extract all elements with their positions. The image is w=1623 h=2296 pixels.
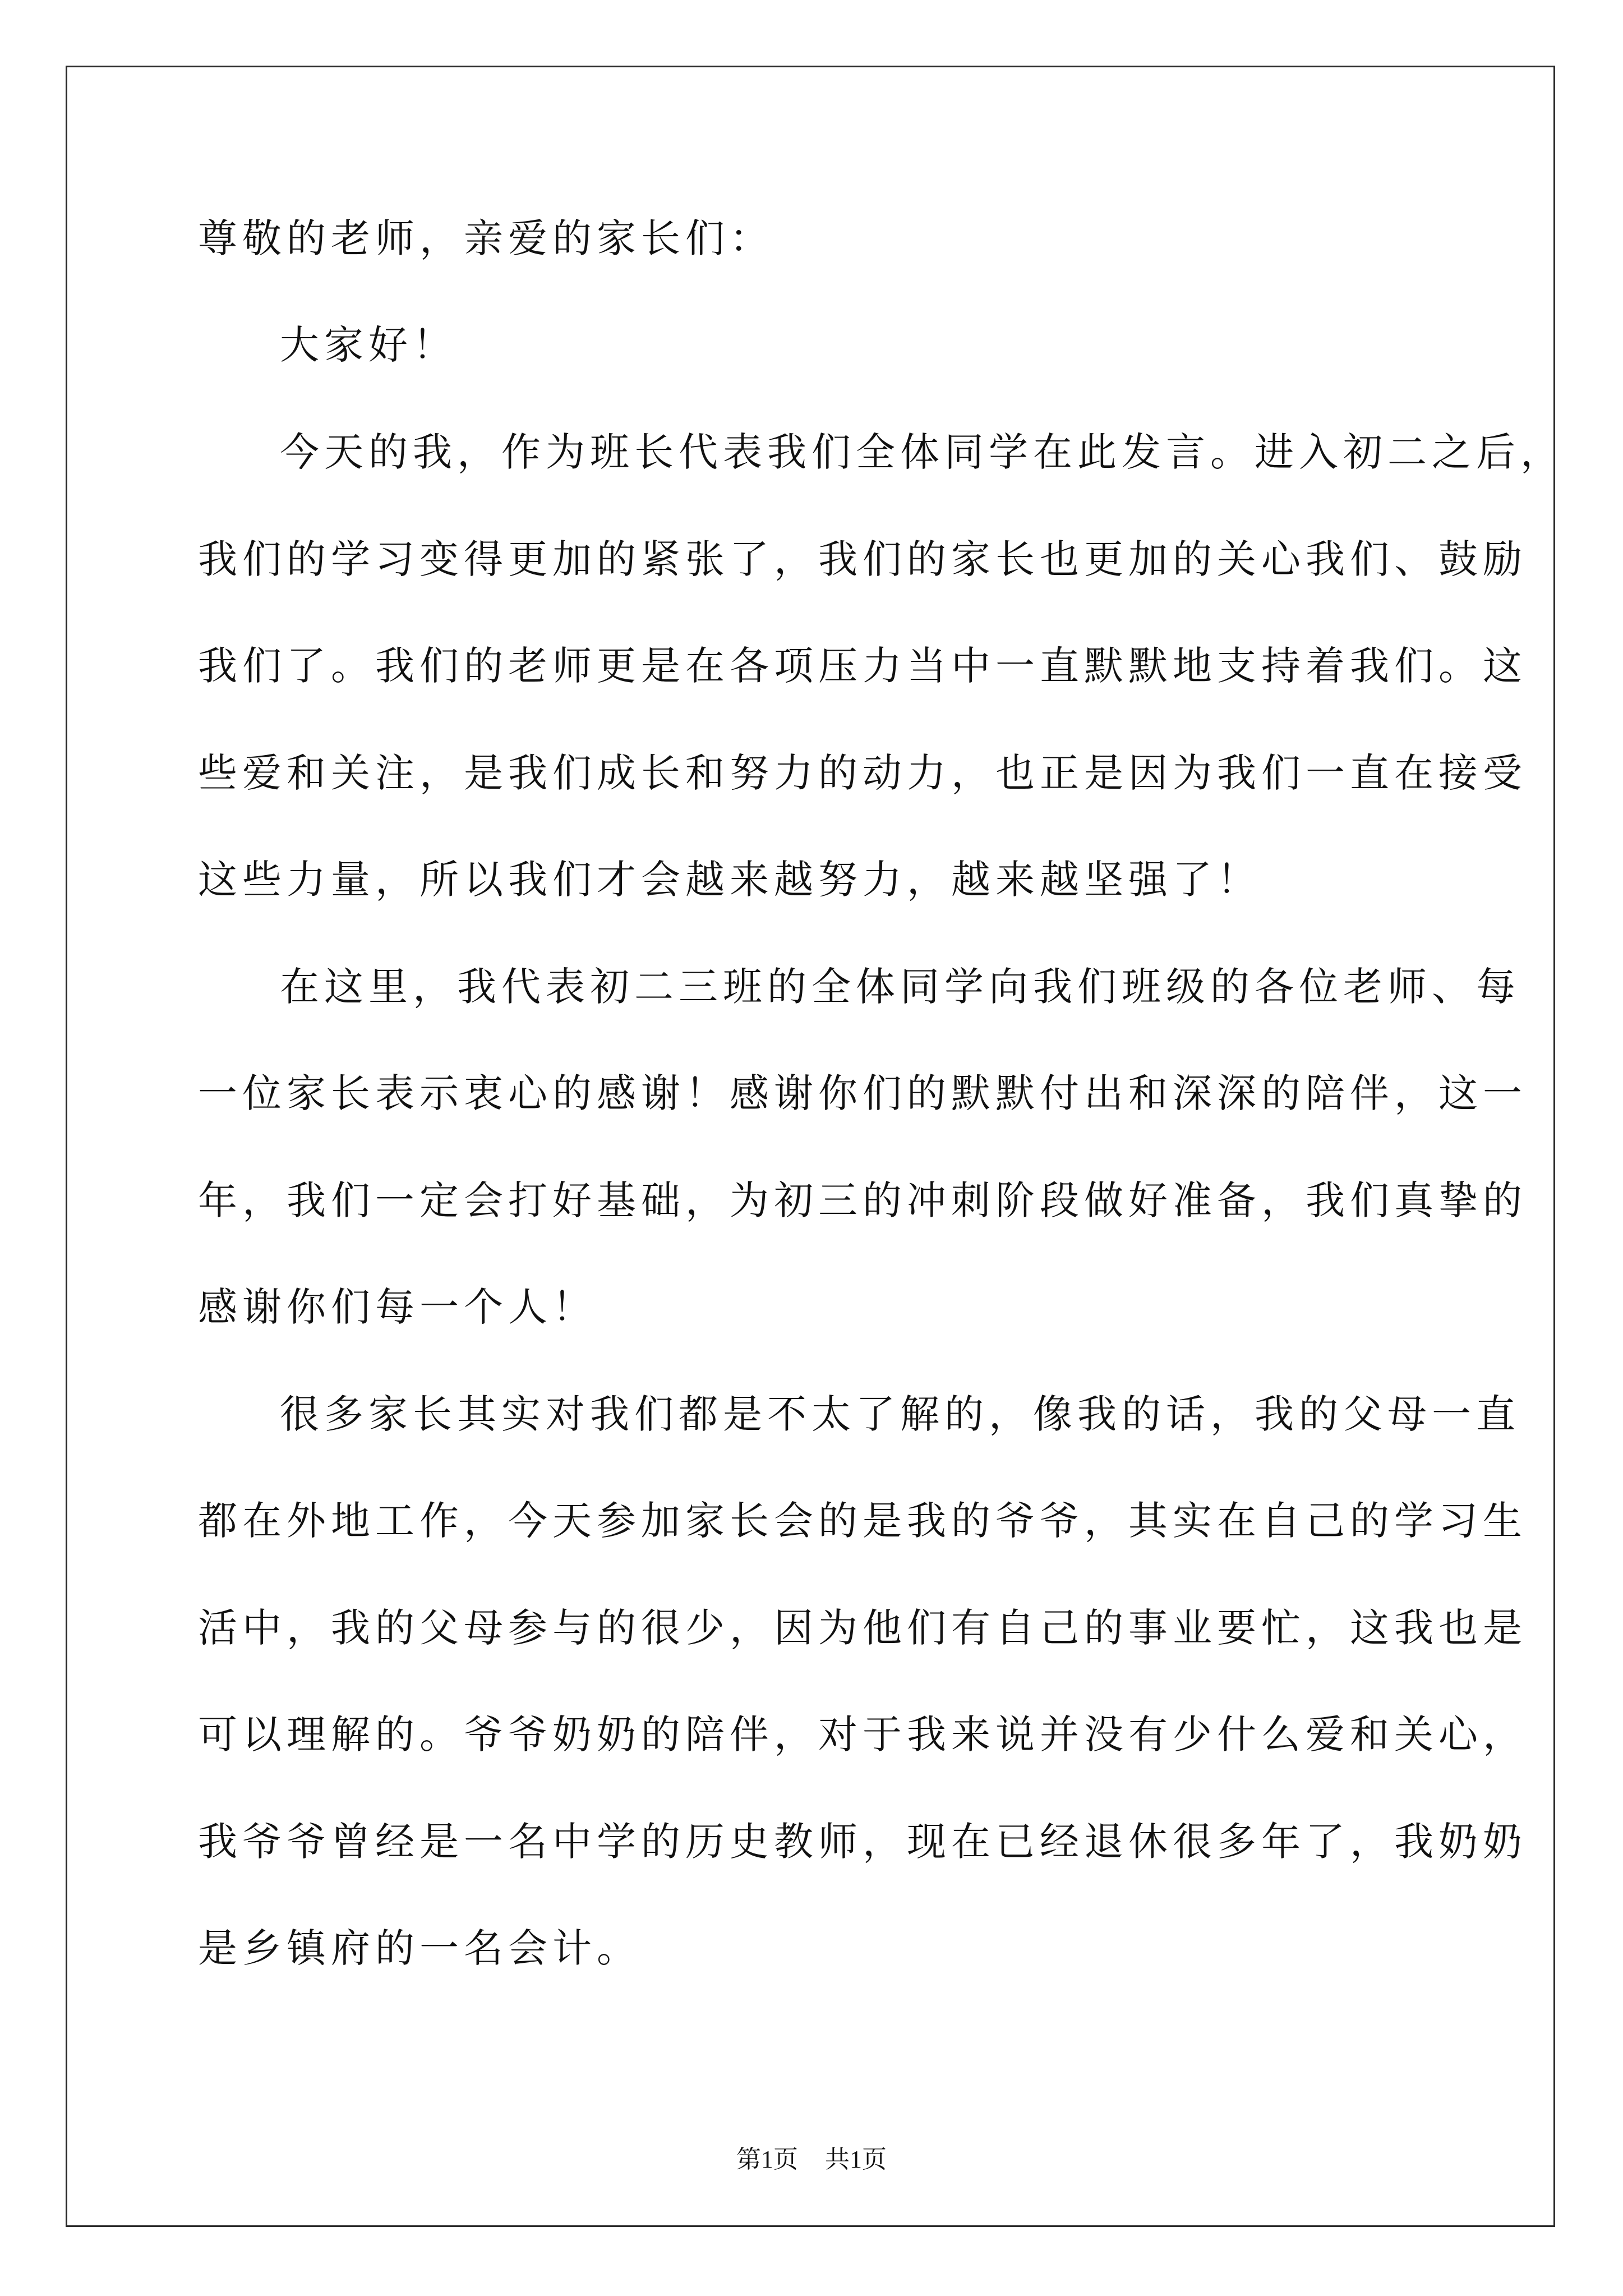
paragraph-3-line-4: 可以理解的。爷爷奶奶的陪伴，对于我来说并没有少什么爱和关心，	[198, 1711, 1527, 1757]
paragraph-3-line-1: 很多家长其实对我们都是不太了解的，像我的话，我的父母一直	[280, 1391, 1520, 1437]
greeting-line: 大家好！	[280, 322, 457, 368]
paragraph-3-line-2: 都在外地工作，今天参加家长会的是我的爷爷，其实在自己的学习生	[198, 1498, 1527, 1544]
page-border	[66, 66, 1555, 2227]
paragraph-1-line-2: 我们的学习变得更加的紧张了，我们的家长也更加的关心我们、鼓励	[198, 536, 1527, 582]
paragraph-2-line-2: 一位家长表示衷心的感谢！感谢你们的默默付出和深深的陪伴，这一	[198, 1070, 1527, 1116]
paragraph-3-line-6: 是乡镇府的一名会计。	[198, 1925, 641, 1971]
paragraph-2-line-1: 在这里，我代表初二三班的全体同学向我们班级的各位老师、每	[280, 964, 1520, 1010]
salutation-line: 尊敬的老师，亲爱的家长们：	[198, 215, 774, 261]
page-total: 共1页	[825, 2146, 887, 2173]
paragraph-1-line-3: 我们了。我们的老师更是在各项压力当中一直默默地支持着我们。这	[198, 643, 1527, 689]
paragraph-2-line-4: 感谢你们每一个人！	[198, 1284, 597, 1330]
paragraph-3-line-3: 活中，我的父母参与的很少，因为他们有自己的事业要忙，这我也是	[198, 1605, 1527, 1651]
paragraph-2-line-3: 年，我们一定会打好基础，为初三的冲刺阶段做好准备，我们真挚的	[198, 1177, 1527, 1223]
paragraph-1-line-5: 这些力量，所以我们才会越来越努力，越来越坚强了！	[198, 857, 1261, 903]
paragraph-1-line-1: 今天的我，作为班长代表我们全体同学在此发言。进入初二之后，	[280, 429, 1565, 475]
page-footer	[0, 2143, 1623, 2177]
paragraph-3-line-5: 我爷爷曾经是一名中学的历史教师，现在已经退休很多年了，我奶奶	[198, 1819, 1527, 1865]
page-number: 第1页	[736, 2146, 798, 2173]
paragraph-1-line-4: 些爱和关注，是我们成长和努力的动力，也正是因为我们一直在接受	[198, 750, 1527, 796]
